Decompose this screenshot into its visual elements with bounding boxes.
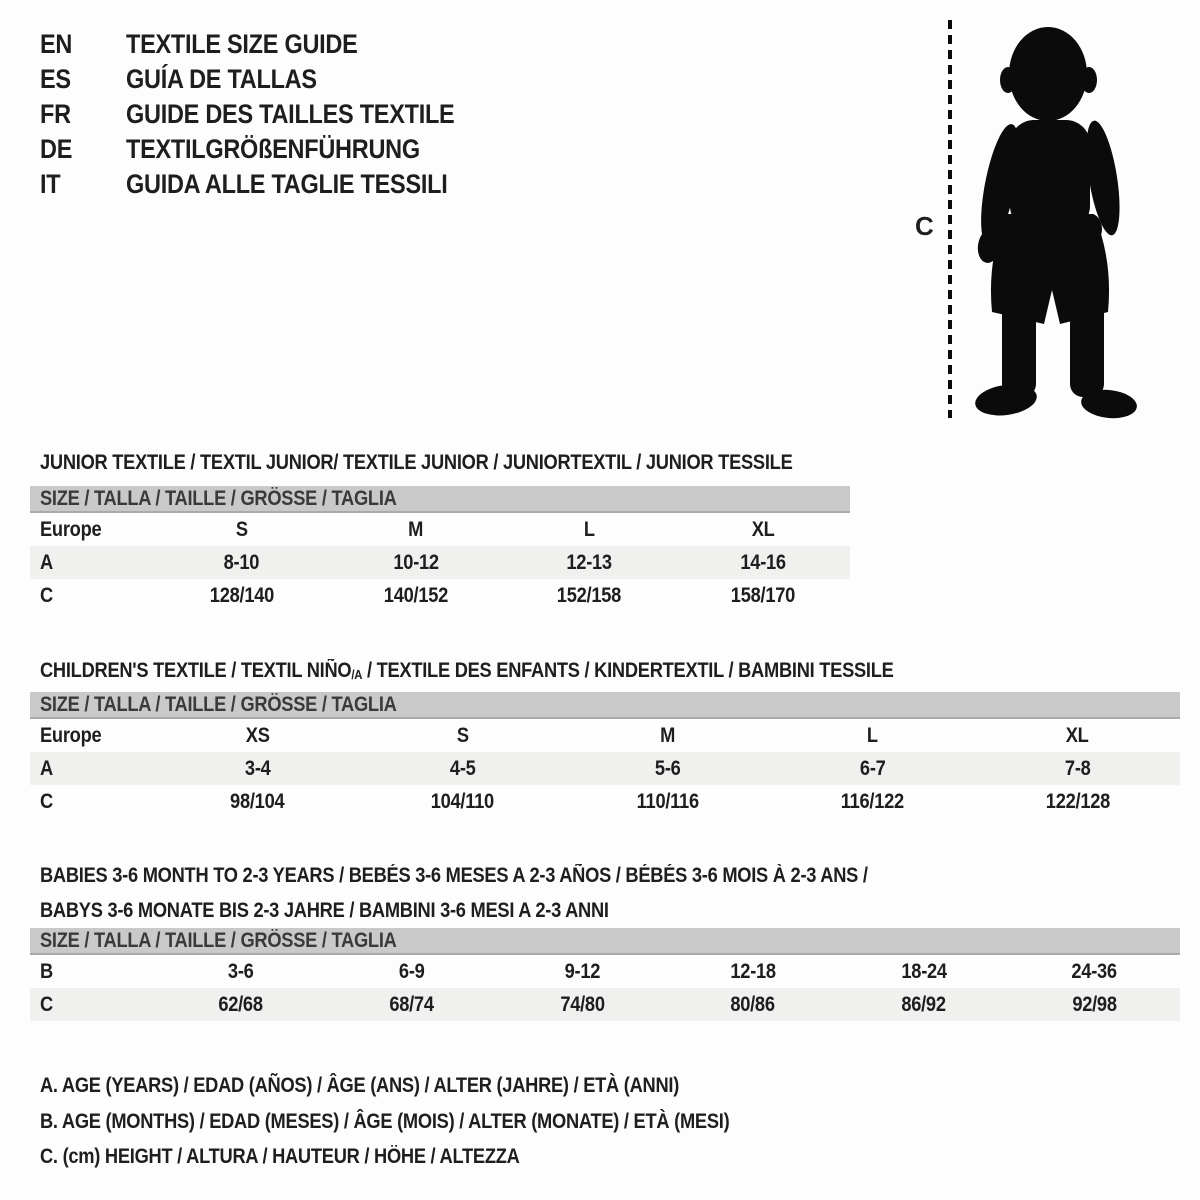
cell-value: 5-6 (654, 757, 681, 780)
toddler-silhouette (962, 22, 1144, 420)
table-row (30, 752, 1180, 785)
row-label (30, 988, 155, 1021)
table-cell (838, 988, 1009, 1021)
table-cell (155, 579, 329, 612)
cell-value: L (583, 518, 595, 541)
cell-value: 18-24 (901, 960, 947, 983)
row-label-text: A (40, 551, 53, 574)
cell-value: XS (245, 724, 270, 747)
table-cell (155, 546, 329, 579)
height-measure-label: C (915, 211, 934, 241)
cell-value: 116/122 (840, 790, 905, 813)
language-label: TEXTILGRÖßENFÜHRUNG (126, 134, 420, 164)
table-cell (503, 546, 677, 579)
cell-value: 10-12 (392, 551, 439, 574)
cell-value: 12-13 (566, 551, 613, 574)
section-title-text (40, 653, 894, 690)
cell-value: 158/170 (731, 584, 796, 607)
table-cell (326, 988, 497, 1021)
cell-value: 14-16 (740, 551, 786, 574)
cell-value: 24-36 (1071, 960, 1118, 983)
row-label (30, 513, 155, 546)
height-measure-line (948, 20, 952, 418)
section-title-text (40, 445, 793, 480)
measure-legend (40, 1068, 832, 1175)
legend-line-text: C. (cm) HEIGHT / ALTURA / HAUTEUR / HÖHE / ALTEZZA (40, 1145, 520, 1168)
table-row (30, 513, 850, 546)
row-label-text: Europe (40, 724, 102, 747)
language-code: DE (40, 134, 73, 164)
cell-value: 152/158 (557, 584, 622, 607)
section-title-junior (40, 445, 905, 480)
table-cell (667, 988, 838, 1021)
table-cell (565, 752, 770, 785)
cell-value: 140/152 (383, 584, 448, 607)
table-cell (1009, 988, 1180, 1021)
children-size-table (30, 692, 1180, 818)
table-cell (155, 719, 360, 752)
row-label-text: C (40, 993, 53, 1016)
table-cell (975, 785, 1180, 818)
cell-value: 8-10 (224, 551, 260, 574)
row-label-text: C (40, 584, 53, 607)
cell-value: 128/140 (209, 584, 274, 607)
table-cell (497, 955, 668, 988)
cell-value: 80/86 (730, 993, 776, 1016)
size-header-bar (30, 486, 850, 513)
table-cell (360, 719, 565, 752)
row-label (30, 579, 155, 612)
table-cell (838, 955, 1009, 988)
legend-line (40, 1139, 832, 1175)
table-row (30, 579, 850, 612)
table-cell (565, 719, 770, 752)
table-cell (155, 785, 360, 818)
language-code: IT (40, 169, 61, 199)
cell-value: M (660, 724, 675, 747)
cell-value: 7-8 (1064, 757, 1091, 780)
table-cell (975, 752, 1180, 785)
language-row (40, 167, 504, 202)
cell-value: S (235, 518, 248, 541)
cell-value: 4-5 (449, 757, 476, 780)
row-label-text: B (40, 960, 53, 983)
cell-value: L (867, 724, 878, 747)
size-header-label: SIZE / TALLA / TAILLE / GRÖSSE / TAGLIA (40, 487, 397, 510)
row-label-text: Europe (40, 518, 102, 541)
cell-value: M (408, 518, 424, 541)
table-cell (975, 719, 1180, 752)
title-fragment: JUNIOR TEXTILE / TEXTIL JUNIOR/ TEXTILE JUNIOR / JUNIORTEXTIL / JUNIOR TESSILE (40, 451, 793, 475)
language-list (40, 27, 504, 202)
table-cell (360, 785, 565, 818)
cell-value: 104/110 (430, 790, 495, 813)
section-title-text (40, 893, 609, 928)
cell-value: S (456, 724, 469, 747)
section-title-children (40, 653, 1021, 688)
table-cell (329, 546, 503, 579)
language-row (40, 97, 504, 132)
language-label: GUÍA DE TALLAS (126, 64, 317, 94)
language-label: TEXTILE SIZE GUIDE (126, 29, 358, 59)
cell-value: 86/92 (901, 993, 946, 1016)
title-fragment: CHILDREN'S TEXTILE / TEXTIL NIÑO (40, 659, 352, 683)
language-row (40, 27, 504, 62)
section-title-line (40, 653, 1021, 688)
table-cell (503, 579, 677, 612)
cell-value: 6-9 (398, 960, 425, 983)
section-title-line (40, 858, 991, 893)
table-cell (155, 955, 326, 988)
table-cell (155, 513, 329, 546)
size-header-bar (30, 692, 1180, 719)
cell-value: 3-6 (227, 960, 254, 983)
legend-line-text: B. AGE (MONTHS) / EDAD (MESES) / ÂGE (MOIS) / ALTER (MONATE) / ETÀ (MESI) (40, 1109, 730, 1133)
cell-value: 6-7 (859, 757, 886, 780)
size-header-label: SIZE / TALLA / TAILLE / GRÖSSE / TAGLIA (40, 693, 397, 716)
table-cell (155, 752, 360, 785)
size-header-bar (30, 928, 1180, 955)
section-title-line (40, 893, 991, 928)
title-fragment: / TEXTILE DES ENFANTS / KINDERTEXTIL / BAMBINI TESSILE (362, 659, 894, 683)
language-code: ES (40, 64, 71, 94)
table-row (30, 988, 1180, 1021)
table-cell (676, 579, 850, 612)
table-cell (329, 579, 503, 612)
table-cell (770, 785, 975, 818)
cell-value: XL (1066, 724, 1089, 747)
row-label (30, 752, 155, 785)
section-title-line (40, 445, 905, 480)
title-fragment: BABYS 3-6 MONATE BIS 2-3 JAHRE / BAMBINI 3-6 MESI A 2-3 ANNI (40, 899, 609, 923)
table-row (30, 955, 1180, 988)
row-label (30, 955, 155, 988)
language-code: FR (40, 99, 71, 129)
table-cell (326, 955, 497, 988)
table-cell (329, 513, 503, 546)
language-code: EN (40, 29, 73, 59)
legend-line (40, 1068, 832, 1104)
row-label (30, 719, 155, 752)
cell-value: 74/80 (559, 993, 605, 1016)
language-row (40, 132, 504, 167)
table-cell (1009, 955, 1180, 988)
row-label-text: A (40, 757, 53, 780)
language-row (40, 62, 504, 97)
section-title-babies (40, 858, 991, 928)
table-cell (770, 752, 975, 785)
title-fragment: BABIES 3-6 MONTH TO 2-3 YEARS / BEBÉS 3-6 MESES A 2-3 AÑOS / BÉBÉS 3-6 MOIS À 2-3 ANS / (40, 864, 868, 888)
legend-line (40, 1104, 832, 1140)
junior-size-table (30, 486, 850, 612)
cell-value: 110/116 (636, 790, 699, 813)
cell-value: 12-18 (730, 960, 776, 983)
table-cell (360, 752, 565, 785)
size-header-label: SIZE / TALLA / TAILLE / GRÖSSE / TAGLIA (40, 929, 397, 952)
babies-size-table (30, 928, 1180, 1021)
cell-value: 92/98 (1072, 993, 1117, 1016)
table-cell (676, 513, 850, 546)
cell-value: 62/68 (218, 993, 263, 1016)
cell-value: 98/104 (230, 790, 285, 813)
row-label (30, 785, 155, 818)
table-row (30, 719, 1180, 752)
table-cell (667, 955, 838, 988)
cell-value: 68/74 (389, 993, 434, 1016)
cell-value: 9-12 (564, 960, 600, 983)
language-label: GUIDA ALLE TAGLIE TESSILI (126, 169, 448, 199)
table-cell (155, 988, 326, 1021)
cell-value: XL (751, 518, 775, 541)
table-cell (565, 785, 770, 818)
cell-value: 122/128 (1045, 790, 1110, 813)
language-label: GUIDE DES TAILLES TEXTILE (126, 99, 455, 129)
cell-value: 3-4 (244, 757, 271, 780)
table-cell (503, 513, 677, 546)
title-subscript: /A (351, 666, 363, 682)
table-cell (770, 719, 975, 752)
row-label-text: C (40, 790, 53, 813)
table-cell (676, 546, 850, 579)
table-row (30, 785, 1180, 818)
row-label (30, 546, 155, 579)
table-cell (497, 988, 668, 1021)
section-title-text (40, 858, 868, 893)
legend-line-text: A. AGE (YEARS) / EDAD (AÑOS) / ÂGE (ANS) / ALTER (JAHRE) / ETÀ (ANNI) (40, 1074, 680, 1097)
table-row (30, 546, 850, 579)
